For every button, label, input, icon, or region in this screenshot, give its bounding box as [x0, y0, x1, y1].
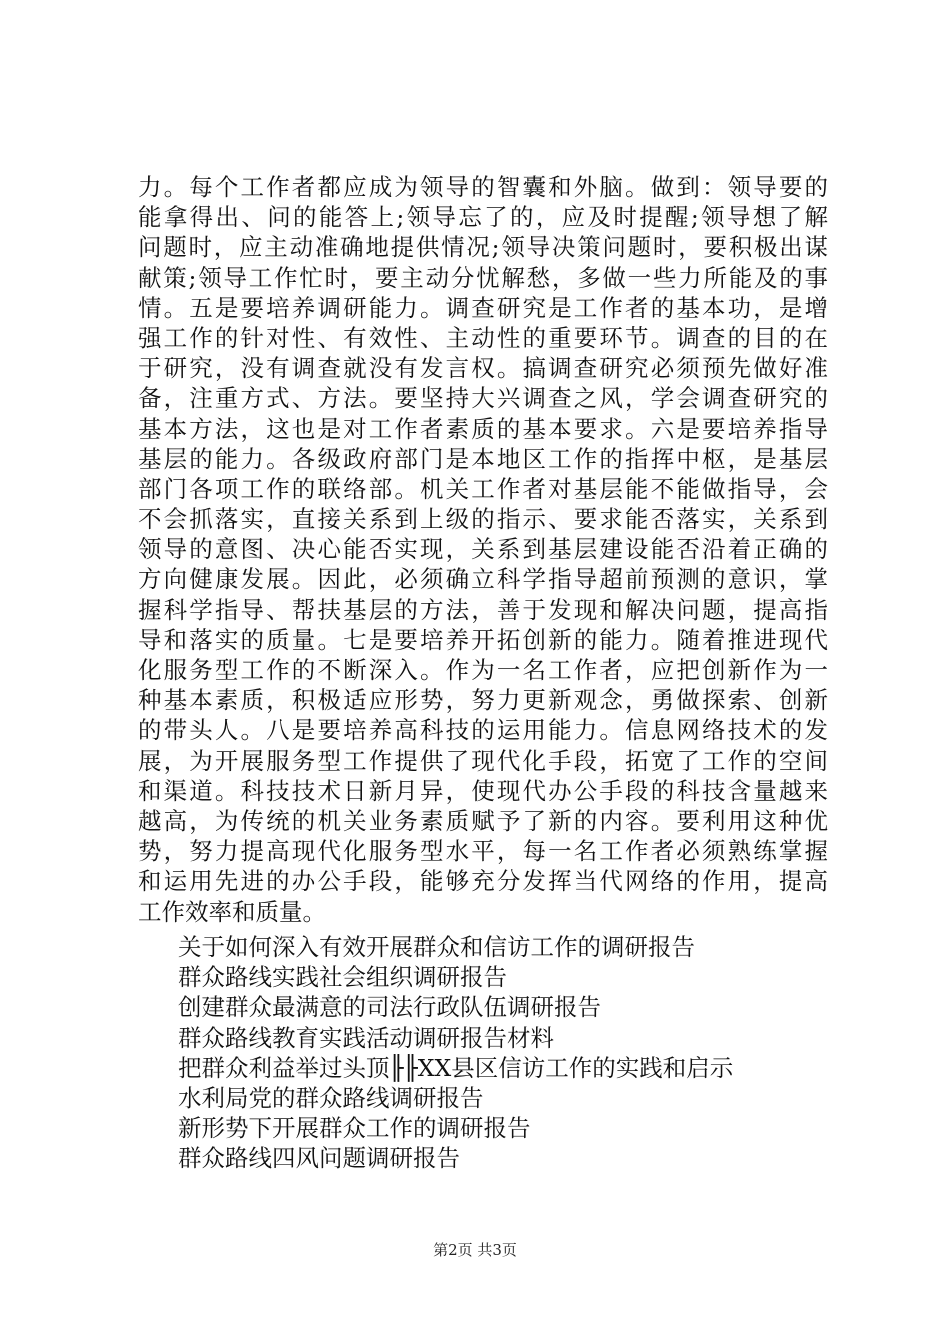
body-line: 领导的意图、决心能否实现，关系到基层建设能否沿着正确的 — [138, 535, 828, 564]
body-line: 势，努力提高现代化服务型水平，每一名工作者必须熟练掌握 — [138, 837, 828, 866]
related-title: 群众路线实践社会组织调研报告 — [178, 963, 507, 992]
body-line: 力。每个工作者都应成为领导的智囊和外脑。做到：领导要的 — [138, 173, 828, 201]
body-line: 的带头人。八是要培养高科技的运用能力。信息网络技术的发 — [138, 716, 828, 745]
body-line: 献策;领导工作忙时，要主动分忧解愁，多做一些力所能及的事 — [138, 263, 828, 292]
related-title: 创建群众最满意的司法行政队伍调研报告 — [178, 993, 601, 1022]
body-text — [138, 172, 828, 927]
related-title: 新形势下开展群众工作的调研报告 — [178, 1114, 531, 1143]
body-line: 备，注重方式、方法。要坚持大兴调查之风，学会调查研究的 — [138, 384, 828, 413]
body-line: 问题时，应主动准确地提供情况;领导决策问题时，要积极出谋 — [138, 233, 828, 262]
body-line: 于研究，没有调查就没有发言权。搞调查研究必须预先做好准 — [138, 354, 828, 383]
body-line: 化服务型工作的不断深入。作为一名工作者，应把创新作为一 — [138, 656, 828, 684]
body-line: 和运用先进的办公手段，能够充分发挥当代网络的作用，提高 — [138, 867, 828, 896]
page-footer: 第2页 共3页 — [433, 1241, 517, 1259]
body-line: 种基本素质，积极适应形势，努力更新观念，勇做探索、创新 — [138, 686, 828, 715]
body-line: 基层的能力。各级政府部门是本地区工作的指挥中枢，是基层 — [138, 444, 828, 473]
related-title: 群众路线教育实践活动调研报告材料 — [178, 1023, 554, 1052]
body-line: 方向健康发展。因此，必须确立科学指导超前预测的意识，掌 — [138, 565, 828, 594]
body-line: 基本方法，这也是对工作者素质的基本要求。六是要培养指导 — [138, 414, 828, 443]
body-line: 工作效率和质量。 — [138, 897, 326, 926]
body-line: 不会抓落实，直接关系到上级的指示、要求能否落实，关系到 — [138, 505, 828, 534]
body-line: 和渠道。科技技术日新月异，使现代办公手段的科技含量越来 — [138, 776, 828, 805]
body-line: 越高，为传统的机关业务素质赋予了新的内容。要利用这种优 — [138, 806, 828, 835]
body-line: 导和落实的质量。七是要培养开拓创新的能力。随着推进现代 — [138, 625, 828, 654]
body-line: 能拿得出、问的能答上;领导忘了的，应及时提醒;领导想了解 — [138, 203, 828, 232]
body-line: 展，为开展服务型工作提供了现代化手段，拓宽了工作的空间 — [138, 746, 828, 775]
body-line: 握科学指导、帮扶基层的方法，善于发现和解决问题，提高指 — [138, 595, 828, 624]
related-title: 群众路线四风问题调研报告 — [178, 1144, 460, 1173]
related-title: 把群众利益举过头顶╟╟XX县区信访工作的实践和启示 — [178, 1053, 734, 1082]
body-line: 强工作的针对性、有效性、主动性的重要环节。调查的目的在 — [138, 323, 828, 352]
related-title: 水利局党的群众路线调研报告 — [178, 1083, 484, 1112]
body-line: 情。五是要培养调研能力。调查研究是工作者的基本功，是增 — [138, 293, 828, 322]
body-line: 部门各项工作的联络部。机关工作者对基层能不能做指导，会 — [138, 474, 828, 503]
related-title: 关于如何深入有效开展群众和信访工作的调研报告 — [178, 933, 695, 961]
related-titles-list — [178, 932, 828, 1174]
